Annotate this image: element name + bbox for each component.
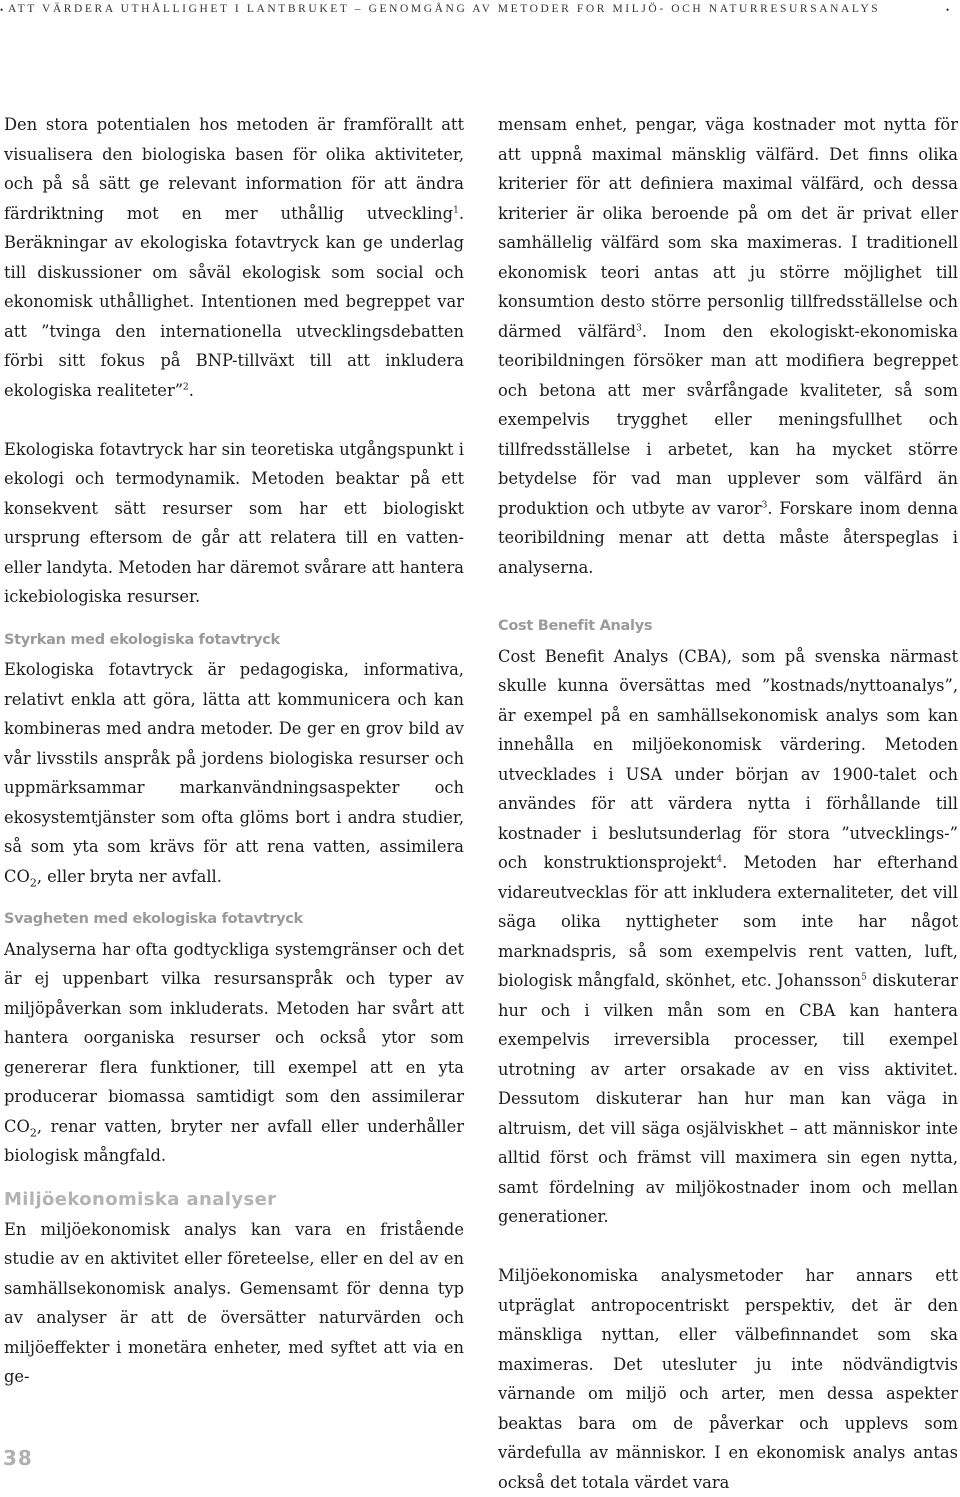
- paragraph-cba: Cost Benefit Analys (CBA), som på svenska närmast skulle kunna översättas med ”kostnads/nyttoanalys”, är exempel på en samhällsekonomisk analys som kan innehålla en miljöekonomisk värdering. Metoden utvecklades i USA under början av 1900-talet och användes för att värdera nytta i förhållande till kostnader i beslutsunderlag för stora ”utvecklings-” och konstruktionsprojekt$^4$. Metoden har efterhand vidareutvecklas för att inkludera externaliteter, det vill säga olika nyttigheter som inte har något marknadspris, så som exempelvis rent vatten, luft, biologisk mångfald, skönhet, etc. Johansson$^5$ diskuterar hur och i vilken mån som en CBA kan hantera exempelvis irreversibla processer, till exempel utrotning av arter orsakade av en viss aktivitet. Dessutom diskuterar han hur man kan väga in altruism, det vill säga osjälviskhet – att människor inte alltid först och främst vill maximera sin egen nytta, samt fördelning av miljökostnader inom och mellan generationer.: [498, 646, 959, 1226]
- footnote-ref[interactable]: 3: [636, 323, 642, 334]
- paragraph-theory: Ekologiska fotavtryck har sin teoretiska utgångspunkt i ekologi och termodynamik. Metoden beaktar på ett konsekvent sätt resurser som har ett biologiskt ursprung eftersom de går att relatera till en vatten- eller landyta. Metoden har däremot svårare att hantera ickebiologiska resurser.: [4, 439, 464, 606]
- header-bullet-right: •: [946, 5, 952, 15]
- paragraph-weakness: Analyserna har ofta godtyckliga systemgränser och det är ej uppenbart vilka resursanspråk och typer av miljöpåverkan som inkluderats. Metoden har svårt att hantera oorganiska resurser och också ytor som genererar flera funktioner, till exempel att en yta producerar biomassa samtidigt som den assimilerar $CO_2$, renar vatten, bryter ner avfall eller underhåller biologisk mångfald.: [4, 939, 464, 1165]
- page-number: 38: [3, 1446, 33, 1470]
- paragraph-environmental-economics: En miljöekonomisk analys kan vara en fristående studie av en aktivitet eller företeelse, eller en del av en samhällsekonomisk analys. Gemensamt för denna typ av analyser är att de översätter naturvärden och miljöeffekter i monetära enheter, med syftet att via en ge-: [4, 1219, 464, 1386]
- section-heading-cba: Cost Benefit Analys: [498, 618, 653, 634]
- section-heading-weakness: Svagheten med ekologiska fotavtryck: [4, 911, 303, 927]
- footnote-ref[interactable]: 1: [453, 205, 459, 216]
- paragraph-strength: Ekologiska fotavtryck är pedagogiska, informativa, relativt enkla att göra, lätta att kommunicera och kan kombineras med andra metoder. De ger en grov bild av vår livsstils anspråk på jordens biologiska resurser och uppmärksammar markanvändningsaspekter och ekosystemtjänster som ofta glöms bort i andra studier, så som yta som krävs för att rena vatten, assimilera $CO_2$, eller bryta ner avfall.: [4, 660, 464, 889]
- left-column: [4, 110, 464, 1392]
- paragraph-potential: Den stora potentialen hos metoden är framförallt att visualisera den biologiska basen för olika aktiviteter, och på så sätt ge relevant information för att ändra färdriktning mot en mer uthållig utveckling$^1$. Beräkningar av ekologiska fotavtryck kan ge underlag till diskussioner om såväl ekologisk som social och ekonomisk uthållighet. Intentionen med begreppet var att ”tvinga den internationella utvecklingsdebatten förbi sitt fokus på BNP-tillväxt till att inkludera ekologiska realiteter”$^2$.: [4, 115, 464, 400]
- header-title: ATT VÄRDERA UTHÅLLIGHET I LANTBRUKET – GENOMGÅNG AV METODER FOR MILJÖ- OCH NATURRESURSANALYS: [8, 3, 881, 15]
- footnote-ref[interactable]: 2: [183, 382, 189, 393]
- right-column: [498, 110, 958, 1497]
- running-header: [0, 0, 960, 22]
- header-bullet-left: •: [0, 5, 6, 15]
- section-heading-strength: Styrkan med ekologiska fotavtryck: [4, 631, 280, 648]
- paragraph-welfare: mensam enhet, pengar, väga kostnader mot nytta för att uppnå maximal mänsklig välfärd. Det finns olika kriterier för att definiera maximal välfärd, och dessa kriterier är olika beroende på om det är privat eller samhällelig välfärd som ska maximeras. I traditionell ekonomisk teori antas att ju större möjlighet till konsumtion desto större personlig tillfredsställelse och därmed välfärd$^3$. Inom den ekologiskt-ekonomiska teoribildningen försöker man att modifiera begreppet och betona att mer svårfångade kvaliteter, så som exempelvis trygghet eller meningsfullhet och tillfredsställelse i arbetet, kan ha mycket större betydelse för vad man upplever som välfärd än produktion och utbyte av varor$^3$. Forskare inom denna teoribildning menar att detta måste återspeglas i analyserna.: [498, 115, 959, 577]
- footnote-ref[interactable]: 3: [761, 500, 768, 511]
- paragraph-anthropocentric: Miljöekonomiska analysmetoder har annars ett utpräglat antropocentriskt perspektiv, det är den mänskliga nyttan, eller välbefinnandet som ska maximeras. Det utesluter ju inte nödvändigtvis värnande om miljö och arter, men dessa aspekter beaktas bara om de påverkar och upplevs som värdefulla av människor. I en ekonomisk analys antas också det totala värdet vara: [498, 1266, 958, 1492]
- footnote-ref[interactable]: 5: [861, 972, 867, 983]
- footnote-ref[interactable]: 4: [716, 854, 723, 865]
- section-heading-environmental-economics: Miljöekonomiska analyser: [4, 1188, 277, 1210]
